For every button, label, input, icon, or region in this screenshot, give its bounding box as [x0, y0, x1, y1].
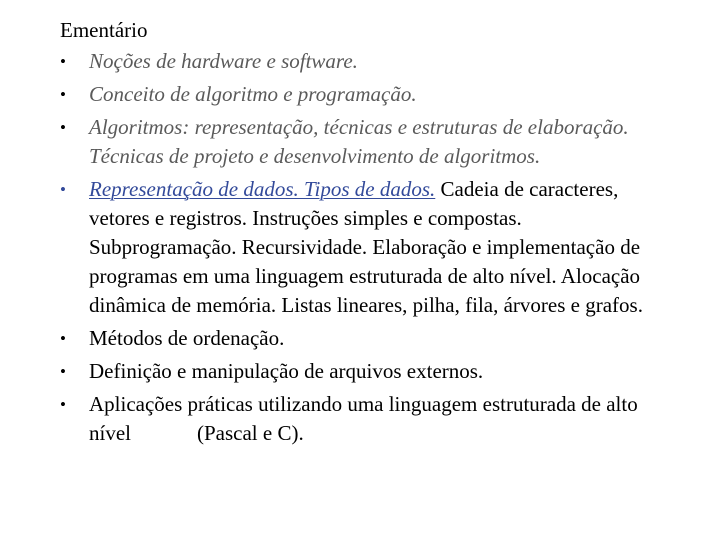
- list-item: [60, 80, 660, 109]
- bullet-icon: •: [60, 52, 66, 71]
- list-item-text: Noções de hardware e software.: [89, 49, 358, 73]
- list-item: [60, 47, 660, 76]
- bullet-icon: •: [60, 362, 66, 381]
- bullet-list: [60, 47, 660, 448]
- list-item-text: Conceito de algoritmo e programação.: [89, 82, 417, 106]
- bullet-icon: •: [60, 118, 66, 137]
- list-item-text: Definição e manipulação de arquivos externos.: [89, 359, 484, 383]
- list-item: [60, 175, 660, 320]
- list-item: [60, 357, 660, 386]
- bullet-icon: •: [60, 85, 66, 104]
- list-item: [60, 390, 660, 448]
- list-item-text: Algoritmos: representação, técnicas e estruturas de elaboração. Técnicas de projeto e desenvolvimento de algoritmos.: [89, 115, 629, 168]
- bullet-icon: •: [60, 395, 66, 414]
- list-item-text: Métodos de ordenação.: [89, 326, 285, 350]
- list-item: [60, 324, 660, 353]
- list-item: [60, 113, 660, 171]
- highlighted-text: Representação de dados. Tipos de dados.: [89, 177, 436, 201]
- list-item-text: Cadeia de caracteres, vetores e registros. Instruções simples e compostas. Subprogramação. Recursividade. Elaboração e implementação de programas em uma linguagem estruturada de alto nível. Alocação dinâmica de memória. Listas lineares, pilha, fila, árvores e grafos.: [89, 177, 643, 317]
- slide-title: Ementário: [60, 18, 148, 42]
- bullet-icon: •: [60, 329, 66, 348]
- bullet-icon: •: [60, 180, 66, 199]
- slide-content: [60, 14, 660, 452]
- list-item-text-suffix: (Pascal e C).: [197, 421, 304, 445]
- list-item-text: Aplicações práticas utilizando uma linguagem estruturada de alto nível: [89, 392, 638, 445]
